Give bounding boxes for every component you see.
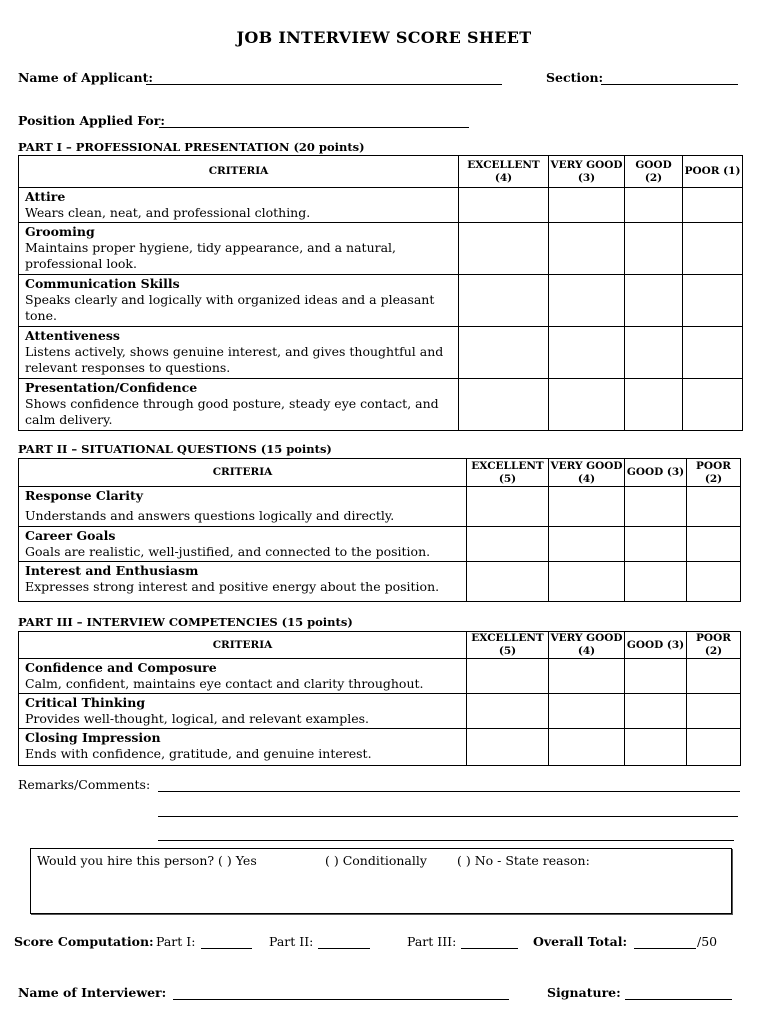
column-header-excellent: EXCELLENT (4) bbox=[459, 156, 549, 188]
position-label: Position Applied For: bbox=[18, 113, 165, 128]
hire-option-no[interactable]: ( ) No - State reason: bbox=[457, 853, 590, 868]
score-cell-good[interactable] bbox=[625, 275, 683, 327]
score-cell-excellent[interactable] bbox=[467, 659, 549, 694]
position-field[interactable] bbox=[159, 127, 469, 128]
criteria-title: Confidence and Composure bbox=[25, 660, 217, 675]
section-field[interactable] bbox=[601, 84, 738, 85]
column-header-criteria: CRITERIA bbox=[19, 156, 459, 188]
part2-title: PART II – SITUATIONAL QUESTIONS (15 points) bbox=[18, 442, 332, 456]
criteria-title: Attire bbox=[25, 189, 66, 204]
criteria-title: Communication Skills bbox=[25, 276, 180, 291]
remarks-line-3[interactable] bbox=[158, 840, 734, 841]
criteria-title: Response Clarity bbox=[25, 488, 144, 503]
criteria-title: Critical Thinking bbox=[25, 695, 146, 710]
table-row bbox=[19, 562, 741, 602]
column-header-very-good: VERY GOOD (3) bbox=[549, 156, 625, 188]
criteria-description: Speaks clearly and logically with organized ideas and a pleasant tone. bbox=[25, 292, 435, 323]
overall-total-suffix: /50 bbox=[697, 934, 718, 949]
column-header-good: GOOD (3) bbox=[625, 459, 687, 487]
part1-score-label: Part I: bbox=[156, 934, 196, 949]
section-label: Section: bbox=[546, 70, 604, 85]
score-cell-very-good[interactable] bbox=[549, 694, 625, 729]
score-cell-very-good[interactable] bbox=[549, 188, 625, 223]
score-computation-label: Score Computation: bbox=[14, 934, 154, 949]
criteria-description: Understands and answers questions logically and directly. bbox=[25, 508, 395, 523]
score-cell-excellent[interactable] bbox=[459, 188, 549, 223]
part3-score-label: Part III: bbox=[407, 934, 457, 949]
hire-question[interactable]: Would you hire this person? ( ) Yes bbox=[37, 853, 257, 868]
column-header-poor: POOR (1) bbox=[683, 156, 743, 188]
column-header-good: GOOD (3) bbox=[625, 632, 687, 659]
score-cell-excellent[interactable] bbox=[459, 275, 549, 327]
score-cell-poor[interactable] bbox=[687, 694, 741, 729]
table-row bbox=[19, 527, 741, 562]
table-row bbox=[19, 327, 743, 379]
criteria-title: Presentation/Confidence bbox=[25, 380, 198, 395]
score-cell-good[interactable] bbox=[625, 562, 687, 602]
remarks-line-1[interactable] bbox=[158, 791, 740, 792]
column-header-criteria: CRITERIA bbox=[19, 459, 467, 487]
applicant-name-field[interactable] bbox=[146, 84, 502, 85]
criteria-description: Maintains proper hygiene, tidy appearance, and a natural, professional look. bbox=[25, 240, 397, 271]
criteria-description: Shows confidence through good posture, steady eye contact, and calm delivery. bbox=[25, 396, 439, 427]
score-cell-excellent[interactable] bbox=[467, 487, 549, 527]
column-header-good: GOOD (2) bbox=[625, 156, 683, 188]
column-header-very-good: VERY GOOD (4) bbox=[550, 632, 623, 657]
criteria-title: Closing Impression bbox=[25, 730, 161, 745]
table-row bbox=[19, 223, 743, 275]
score-cell-good[interactable] bbox=[625, 223, 683, 275]
score-cell-excellent[interactable] bbox=[467, 729, 549, 766]
page-title: JOB INTERVIEW SCORE SHEET bbox=[236, 28, 532, 47]
column-header-very-good: VERY GOOD (4) bbox=[550, 459, 623, 485]
part3-table bbox=[18, 631, 741, 766]
part3-title: PART III – INTERVIEW COMPETENCIES (15 points) bbox=[18, 615, 353, 629]
part3-score-field[interactable] bbox=[461, 948, 518, 949]
interviewer-name-label: Name of Interviewer: bbox=[18, 985, 167, 1000]
criteria-title: Career Goals bbox=[25, 528, 116, 543]
score-cell-very-good[interactable] bbox=[549, 327, 625, 379]
score-cell-excellent[interactable] bbox=[467, 694, 549, 729]
score-cell-poor[interactable] bbox=[687, 527, 741, 562]
criteria-description: Wears clean, neat, and professional clothing. bbox=[25, 205, 311, 220]
hire-decision-box bbox=[30, 848, 732, 914]
score-cell-excellent[interactable] bbox=[459, 379, 549, 431]
part2-table bbox=[18, 458, 741, 602]
table-row bbox=[19, 659, 741, 694]
score-cell-very-good[interactable] bbox=[549, 729, 625, 766]
criteria-description: Provides well-thought, logical, and relevant examples. bbox=[25, 711, 370, 726]
score-cell-good[interactable] bbox=[625, 487, 687, 527]
score-cell-excellent[interactable] bbox=[459, 327, 549, 379]
part1-title: PART I – PROFESSIONAL PRESENTATION (20 points) bbox=[18, 140, 365, 154]
criteria-title: Attentiveness bbox=[25, 328, 120, 343]
part2-score-field[interactable] bbox=[318, 948, 370, 949]
score-cell-poor[interactable] bbox=[687, 659, 741, 694]
score-cell-poor[interactable] bbox=[683, 188, 743, 223]
criteria-description: Goals are realistic, well-justified, and connected to the position. bbox=[25, 544, 431, 559]
table-row bbox=[19, 729, 741, 766]
score-cell-very-good[interactable] bbox=[549, 562, 625, 602]
overall-total-field[interactable] bbox=[634, 948, 696, 949]
score-cell-good[interactable] bbox=[625, 659, 687, 694]
score-cell-very-good[interactable] bbox=[549, 527, 625, 562]
criteria-title: Grooming bbox=[25, 224, 95, 239]
column-header-poor: POOR (2) bbox=[687, 459, 741, 487]
score-cell-good[interactable] bbox=[625, 694, 687, 729]
score-cell-very-good[interactable] bbox=[549, 659, 625, 694]
score-cell-poor[interactable] bbox=[687, 729, 741, 766]
criteria-title: Interest and Enthusiasm bbox=[25, 563, 199, 578]
table-row bbox=[19, 275, 743, 327]
score-cell-good[interactable] bbox=[625, 327, 683, 379]
remarks-label: Remarks/Comments: bbox=[18, 777, 151, 792]
table-row bbox=[19, 188, 743, 223]
criteria-description: Ends with confidence, gratitude, and genuine interest. bbox=[25, 746, 372, 761]
column-header-poor: POOR (2) bbox=[687, 632, 741, 659]
criteria-description: Calm, confident, maintains eye contact and clarity throughout. bbox=[25, 676, 424, 691]
score-cell-poor[interactable] bbox=[683, 327, 743, 379]
column-header-excellent: EXCELLENT (5) bbox=[467, 459, 549, 487]
remarks-line-2[interactable] bbox=[158, 816, 738, 817]
criteria-description: Listens actively, shows genuine interest, and gives thoughtful and relevant responses to questions. bbox=[25, 344, 444, 375]
criteria-description: Expresses strong interest and positive energy about the position. bbox=[25, 579, 440, 594]
score-cell-poor[interactable] bbox=[683, 275, 743, 327]
score-cell-very-good[interactable] bbox=[549, 379, 625, 431]
column-header-criteria: CRITERIA bbox=[19, 632, 467, 659]
table-row bbox=[19, 694, 741, 729]
signature-field[interactable] bbox=[625, 999, 732, 1000]
hire-option-conditionally[interactable]: ( ) Conditionally bbox=[325, 853, 427, 868]
score-cell-excellent[interactable] bbox=[467, 527, 549, 562]
score-cell-poor[interactable] bbox=[683, 223, 743, 275]
score-cell-very-good[interactable] bbox=[549, 487, 625, 527]
score-cell-excellent[interactable] bbox=[459, 223, 549, 275]
signature-label: Signature: bbox=[547, 985, 621, 1000]
score-cell-very-good[interactable] bbox=[549, 275, 625, 327]
table-row bbox=[19, 379, 743, 431]
score-cell-very-good[interactable] bbox=[549, 223, 625, 275]
part1-table bbox=[18, 155, 743, 431]
part1-score-field[interactable] bbox=[201, 948, 252, 949]
score-cell-excellent[interactable] bbox=[467, 562, 549, 602]
score-cell-good[interactable] bbox=[625, 379, 683, 431]
part2-score-label: Part II: bbox=[269, 934, 314, 949]
score-cell-poor[interactable] bbox=[687, 562, 741, 602]
table-row bbox=[19, 487, 741, 527]
score-cell-good[interactable] bbox=[625, 729, 687, 766]
applicant-name-label: Name of Applicant: bbox=[18, 70, 153, 85]
interviewer-name-field[interactable] bbox=[173, 999, 509, 1000]
column-header-excellent: EXCELLENT (5) bbox=[467, 632, 549, 659]
overall-total-label: Overall Total: bbox=[533, 934, 628, 949]
score-cell-good[interactable] bbox=[625, 188, 683, 223]
score-cell-poor[interactable] bbox=[687, 487, 741, 527]
score-cell-poor[interactable] bbox=[683, 379, 743, 431]
score-cell-good[interactable] bbox=[625, 527, 687, 562]
